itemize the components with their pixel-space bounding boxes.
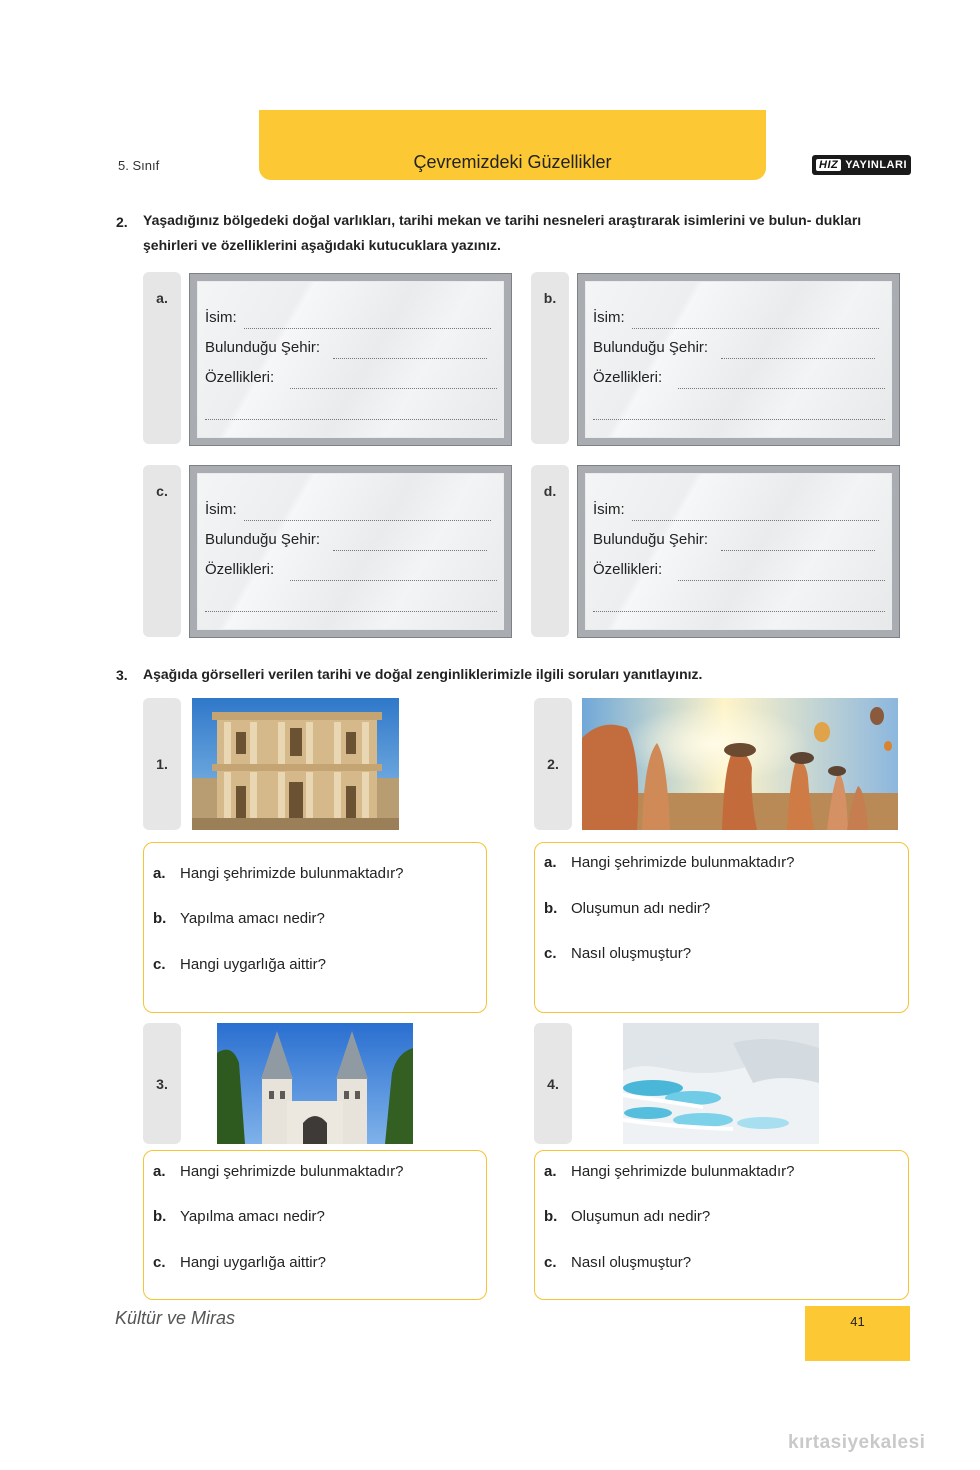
question-letter: b. xyxy=(544,900,558,917)
question-letter: a. xyxy=(544,1163,557,1180)
question-text: Hangi şehrimizde bulunmaktadır? xyxy=(571,1163,795,1180)
box-a-tab: a. xyxy=(143,272,181,444)
item-4-tab: 4. xyxy=(534,1023,572,1144)
question-letter: b. xyxy=(153,1208,167,1225)
question-line xyxy=(153,1208,325,1225)
features-line-2[interactable] xyxy=(205,419,497,420)
city-label: Bulunduğu Şehir: xyxy=(593,339,709,356)
question-letter: b. xyxy=(153,910,167,927)
publisher-logo-part1: HIZ xyxy=(816,159,841,171)
features-label: Özellikleri: xyxy=(593,369,663,386)
features-line-1[interactable] xyxy=(290,580,497,581)
publisher-logo-part2: YAYINLARI xyxy=(845,159,907,171)
city-label: Bulunduğu Şehir: xyxy=(205,531,321,548)
city-line[interactable] xyxy=(333,358,487,359)
watermark: kırtasiyekalesi xyxy=(788,1432,926,1453)
question-text: Nasıl oluşmuştur? xyxy=(571,945,692,962)
publisher-logo xyxy=(812,155,911,175)
question-letter: a. xyxy=(153,865,166,882)
question-line xyxy=(544,854,794,871)
city-label: Bulunduğu Şehir: xyxy=(205,339,321,356)
question-text: Hangi şehrimizde bulunmaktadır? xyxy=(180,1163,404,1180)
question-text: Yapılma amacı nedir? xyxy=(180,910,325,927)
question-text: Hangi şehrimizde bulunmaktadır? xyxy=(180,865,404,882)
chapter-title-band xyxy=(259,110,766,180)
name-line[interactable] xyxy=(632,520,879,521)
name-label: İsim: xyxy=(205,309,237,326)
features-line-1[interactable] xyxy=(290,388,497,389)
page-number: 41 xyxy=(850,1314,865,1329)
topkapi-gate-photo xyxy=(217,1023,413,1144)
question-text: Hangi şehrimizde bulunmaktadır? xyxy=(571,854,795,871)
name-label: İsim: xyxy=(205,501,237,518)
features-line-2[interactable] xyxy=(205,611,497,612)
question-3-text: Aşağıda görselleri verilen tarihi ve doğal zenginliklerimizle ilgili soruları yanıtlayınız. xyxy=(143,666,703,682)
question-line xyxy=(153,956,326,973)
question-letter: c. xyxy=(544,945,557,962)
question-text: Nasıl oluşmuştur? xyxy=(571,1254,692,1271)
features-label: Özellikleri: xyxy=(205,561,275,578)
question-line xyxy=(544,1163,794,1180)
city-line[interactable] xyxy=(721,550,875,551)
question-letter: c. xyxy=(544,1254,557,1271)
question-line xyxy=(544,945,691,962)
question-text: Oluşumun adı nedir? xyxy=(571,1208,711,1225)
box-d-tab: d. xyxy=(531,465,569,637)
question-letter: b. xyxy=(544,1208,558,1225)
fairy-chimneys-photo xyxy=(582,698,898,830)
features-line-2[interactable] xyxy=(593,419,885,420)
name-line[interactable] xyxy=(244,520,491,521)
answer-box-d xyxy=(578,466,899,637)
item-1-tab: 1. xyxy=(143,698,181,830)
box-c-tab: c. xyxy=(143,465,181,637)
question-text: Yapılma amacı nedir? xyxy=(180,1208,325,1225)
features-label: Özellikleri: xyxy=(593,561,663,578)
item-3-tab: 3. xyxy=(143,1023,181,1144)
question-3-number: 3. xyxy=(116,667,128,683)
question-line xyxy=(153,1254,326,1271)
question-letter: c. xyxy=(153,956,166,973)
city-label: Bulunduğu Şehir: xyxy=(593,531,709,548)
question-line xyxy=(544,1254,691,1271)
question-line xyxy=(153,1163,403,1180)
question-text: Hangi uygarlığa aittir? xyxy=(180,956,326,973)
city-line[interactable] xyxy=(721,358,875,359)
question-text: Oluşumun adı nedir? xyxy=(571,900,711,917)
question-2-text: Yaşadığınız bölgedeki doğal varlıkları, tarihi mekan ve tarihi nesneleri araştırarak isimlerini ve bulun- dukları şehirleri ve özelliklerini aşağıdaki kutucuklara yazınız. xyxy=(143,212,862,253)
name-label: İsim: xyxy=(593,501,625,518)
features-line-2[interactable] xyxy=(593,611,885,612)
name-line[interactable] xyxy=(244,328,491,329)
question-letter: c. xyxy=(153,1254,166,1271)
item-3-question-box xyxy=(143,1150,487,1300)
question-line xyxy=(153,865,403,882)
name-line[interactable] xyxy=(632,328,879,329)
question-line xyxy=(153,910,325,927)
features-line-1[interactable] xyxy=(678,580,885,581)
grade-label: 5. Sınıf xyxy=(118,158,160,173)
answer-box-a xyxy=(190,274,511,445)
answer-box-b xyxy=(578,274,899,445)
features-label: Özellikleri: xyxy=(205,369,275,386)
section-title: Kültür ve Miras xyxy=(115,1308,236,1328)
question-2-number: 2. xyxy=(116,214,128,230)
box-b-tab: b. xyxy=(531,272,569,444)
city-line[interactable] xyxy=(333,550,487,551)
question-line xyxy=(544,1208,710,1225)
question-text: Hangi uygarlığa aittir? xyxy=(180,1254,326,1271)
item-2-tab: 2. xyxy=(534,698,572,830)
question-line xyxy=(544,900,710,917)
chapter-title: Çevremizdeki Güzellikler xyxy=(413,152,612,172)
question-letter: a. xyxy=(544,854,557,871)
name-label: İsim: xyxy=(593,309,625,326)
celsus-library-photo xyxy=(192,698,399,830)
features-line-1[interactable] xyxy=(678,388,885,389)
item-2-question-box xyxy=(534,842,909,1013)
question-letter: a. xyxy=(153,1163,166,1180)
page-number-box xyxy=(805,1306,910,1361)
item-1-question-box xyxy=(143,842,487,1013)
item-4-question-box xyxy=(534,1150,909,1300)
answer-box-c xyxy=(190,466,511,637)
pamukkale-travertines-photo xyxy=(623,1023,819,1144)
